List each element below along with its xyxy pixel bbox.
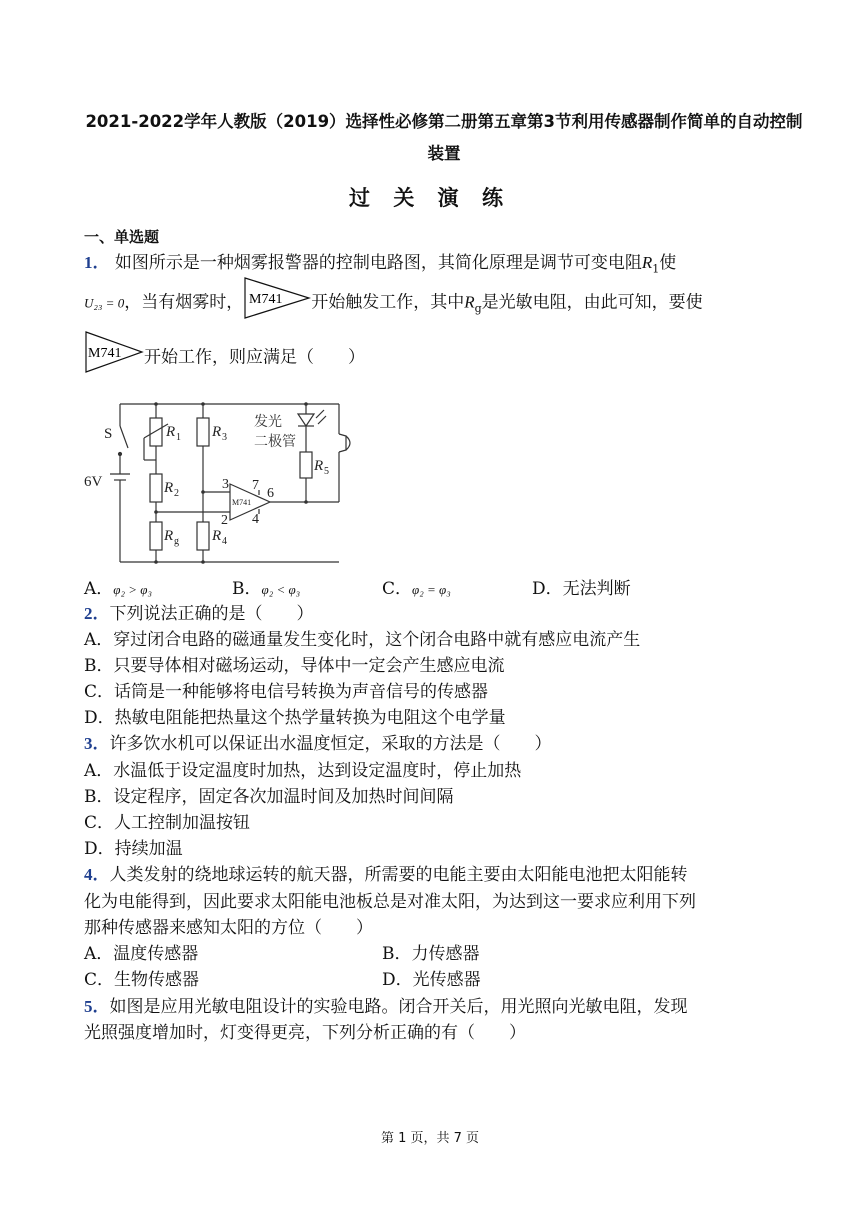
q2-option-b: B．只要导体相对磁场运动，导体中一定会产生感应电流 [84, 656, 505, 676]
r1-label: R [166, 424, 176, 440]
q1-option-a-label: A． [84, 579, 114, 599]
q2-stem [84, 599, 314, 624]
q1-text-1: 如图所示是一种烟雾报警器的控制电路图，其简化原理是调节可变电阻 [114, 253, 642, 273]
q5-line-1 [84, 992, 688, 1017]
q4-line-2: 化为电能得到，因此要求太阳能电池板总是对准太阳，为达到这一要求应利用下列 [84, 892, 696, 912]
q4-number: 4． [84, 865, 110, 884]
q2-option-a: A．穿过闭合电路的磁通量发生变化时，这个闭合电路中就有感应电流产生 [84, 630, 641, 650]
q1-formula-u23: U₂₃ = 0 [84, 295, 125, 311]
q1-number: 1． [84, 253, 110, 272]
q1-option-d-label: D． [532, 579, 563, 599]
q4-option-d-label: D． [382, 970, 413, 990]
pin-3-label: 3 [222, 477, 229, 492]
q4-option-a-label: A． [84, 944, 114, 964]
q4-option-d-text: 光传感器 [412, 970, 481, 990]
m741-chip-label: M741 [249, 292, 283, 307]
rg-sub: g [174, 536, 179, 547]
r3-sub: 3 [222, 432, 227, 443]
q1-r1-symbol: R [641, 253, 653, 272]
comparator-chip-label: M741 [232, 498, 252, 507]
led-label-line-1: 发光 [254, 414, 282, 430]
pin-6-label: 6 [267, 486, 274, 501]
q5-number: 5． [84, 997, 110, 1016]
q3-option-c: C．人工控制加温按钮 [84, 813, 251, 833]
q3-number: 3． [84, 734, 110, 753]
r2-sub: 2 [174, 488, 179, 499]
document-subtitle: 过 关 演 练 [349, 186, 511, 210]
q4-option-d [382, 965, 481, 990]
q1-rg-sub: g [474, 301, 482, 315]
q4-option-a-text: 温度传感器 [113, 944, 199, 964]
document-title [84, 106, 804, 170]
q1-option-c-text: φ₂ = φ₃ [412, 582, 451, 597]
rg-label: R [164, 528, 174, 544]
q4-option-c-label: C． [84, 970, 115, 990]
q3-stem [84, 729, 552, 754]
r3-label: R [212, 424, 222, 440]
q1-line-2 [84, 286, 703, 320]
r2-label: R [164, 480, 174, 496]
q3-option-a: A．水温低于设定温度时加热，达到设定温度时，停止加热 [84, 761, 522, 781]
q4-option-c-text: 生物传感器 [114, 970, 200, 990]
q1-line-3 [84, 342, 365, 374]
q2-number: 2． [84, 604, 110, 623]
q1-option-b-text: φ₂ < φ₃ [261, 582, 301, 597]
q1-option-b-label: B． [232, 579, 262, 599]
q2-stem-text: 下列说法正确的是（ ） [109, 604, 314, 624]
q1-r1-sub: 1 [652, 262, 660, 276]
q1-option-b [232, 574, 300, 599]
q1-option-a-text: φ₂ > φ₃ [113, 582, 152, 597]
q4-option-b-label: B． [382, 944, 412, 964]
r4-sub: 4 [222, 536, 227, 547]
m741-chip-icon [84, 330, 144, 374]
r4-label: R [212, 528, 222, 544]
q4-option-c [84, 965, 199, 990]
led-label-line-2: 二极管 [254, 434, 296, 450]
q4-line-1 [84, 860, 688, 885]
pin-7-label: 7 [252, 478, 259, 493]
q5-text-1: 如图是应用光敏电阻设计的实验电路。闭合开关后，用光照向光敏电阻，发现 [109, 997, 688, 1017]
r5-label: R [314, 458, 324, 474]
m741-chip-label: M741 [88, 346, 122, 361]
q4-line-3: 那种传感器来感知太阳的方位（ ） [84, 918, 373, 938]
r1-sub: 1 [176, 432, 181, 443]
q1-text-1-end: 使 [659, 253, 677, 273]
battery-label: 6V [84, 474, 103, 490]
q2-option-c: C．话筒是一种能够将电信号转换为声音信号的传感器 [84, 682, 489, 702]
q1-text-2c: 是光敏电阻，由此可知，要使 [481, 292, 703, 313]
r5-sub: 5 [324, 466, 329, 477]
q1-text-2a: ，当有烟雾时， [124, 292, 244, 313]
q4-option-a [84, 939, 198, 964]
q2-option-d: D．热敏电阻能把热量这个热学量转换为电阻这个电学量 [84, 708, 506, 728]
q1-option-d-text: 无法判断 [562, 579, 631, 599]
page-footer: 第 1 页，共 7 页 [380, 1131, 480, 1146]
pin-4-label: 4 [252, 512, 259, 527]
q3-option-d: D．持续加温 [84, 839, 183, 859]
q3-stem-text: 许多饮水机可以保证出水温度恒定，采取的方法是（ ） [109, 734, 552, 754]
q1-option-c [382, 574, 451, 599]
q1-line-1 [84, 248, 676, 275]
q1-rg-symbol: R [464, 292, 475, 312]
pin-2-label: 2 [221, 513, 228, 528]
q1-option-c-label: C． [382, 579, 413, 599]
q1-text-2b: 开始触发工作，其中 [311, 292, 465, 313]
q1-text-3: 开始工作，则应满足（ ） [144, 347, 365, 368]
q1-option-a [84, 574, 152, 599]
section-heading: 一、单选题 [84, 228, 160, 246]
q1-option-d [532, 574, 631, 599]
switch-label: S [104, 426, 113, 442]
q4-option-b [382, 939, 480, 964]
q4-text-1: 人类发射的绕地球运转的航天器，所需要的电能主要由太阳能电池把太阳能转 [109, 865, 688, 885]
q3-option-b: B．设定程序，固定各次加温时间及加热时间间隔 [84, 787, 454, 807]
q5-line-2: 光照强度增加时，灯变得更亮，下列分析正确的有（ ） [84, 1023, 526, 1043]
smoke-alarm-circuit-diagram [84, 396, 364, 568]
title-line-2: 装置 [427, 144, 461, 163]
q4-option-b-text: 力传感器 [411, 944, 480, 964]
title-line-1: 2021-2022学年人教版（2019）选择性必修第二册第五章第3节利用传感器制作简单的自动控制 [85, 112, 803, 131]
m741-chip-icon [243, 276, 311, 320]
